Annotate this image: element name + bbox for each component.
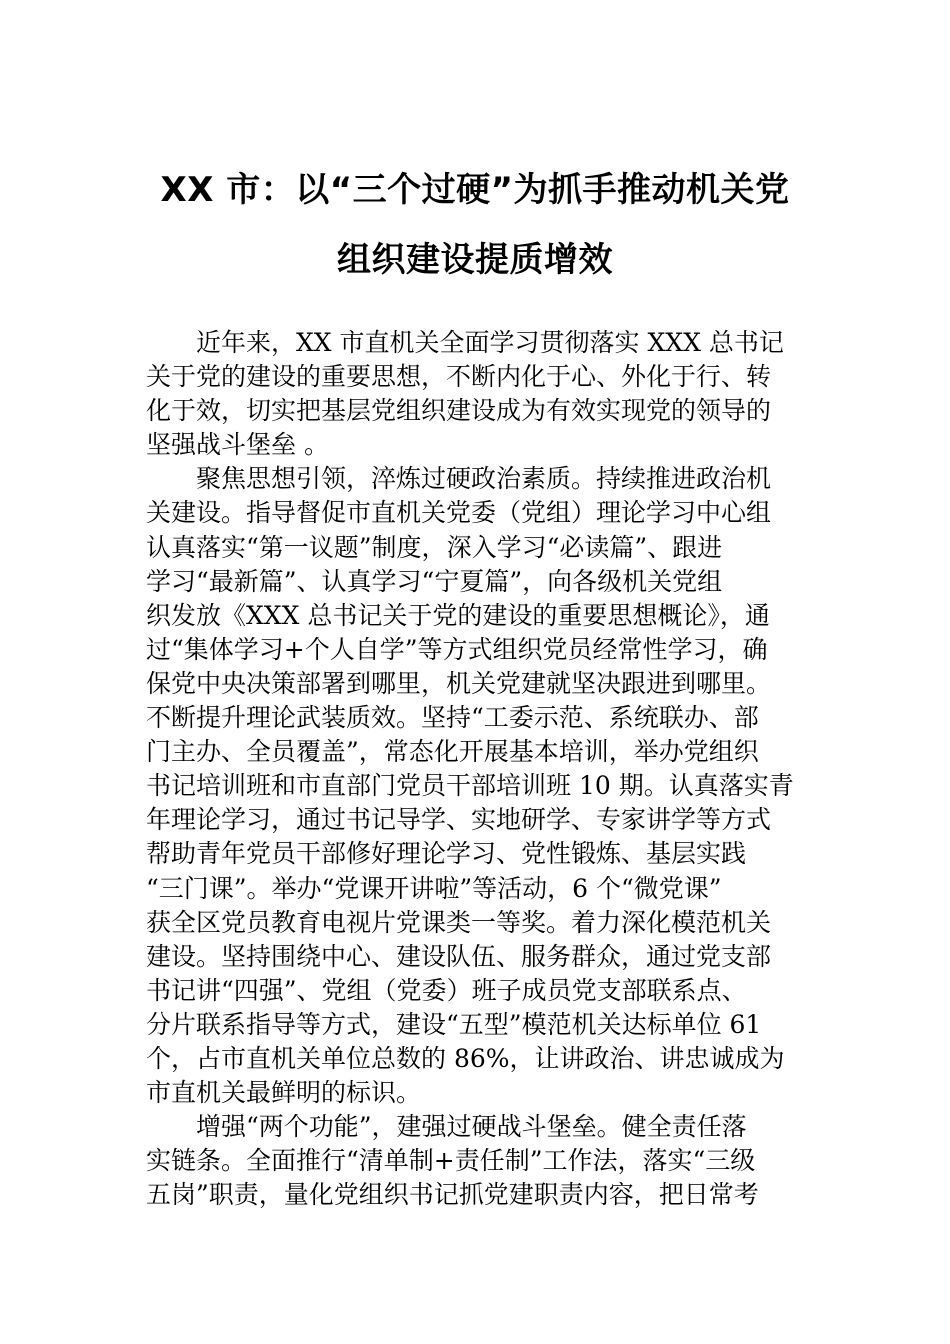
body-line: 增强“两个功能”，建强过硬战斗堡垒。健全责任落 xyxy=(146,1112,747,1142)
body-line: 获全区党员教育电视片党课类一等奖。着力深化模范机关 xyxy=(146,907,772,937)
body-line: 实链条。全面推行“清单制+责任制”工作法，落实“三级 xyxy=(146,1146,756,1176)
body-line: “三门课”。举办“党课开讲啦”等活动，6 个“微党课” xyxy=(146,873,722,903)
body-line: 化于效，切实把基层党组织建设成为有效实现党的领导的 xyxy=(146,396,772,426)
body-line: 帮助青年党员干部修好理论学习、党性锻炼、基层实践 xyxy=(146,839,747,869)
body-line: 近年来，XX 市直机关全面学习贯彻落实 XXX 总书记 xyxy=(146,328,784,357)
body-line: 过“集体学习+个人自学”等方式组织党员经常性学习，确 xyxy=(146,634,768,664)
document-title-line-2: 组织建设提质增效 xyxy=(337,240,613,280)
body-line: 保党中央决策部署到哪里，机关党建就坚决跟进到哪里。 xyxy=(146,668,772,698)
body-line: 坚强战斗堡垒 。 xyxy=(146,430,329,460)
body-line: 织发放《XXX 总书记关于党的建设的重要思想概论》，通 xyxy=(146,600,770,630)
body-line: 不断提升理论武装质效。坚持“工委示范、系统联办、部 xyxy=(146,703,759,733)
body-line: 门主办、全员覆盖”，常态化开展基本培训，举办党组织 xyxy=(146,737,759,767)
body-line: 年理论学习，通过书记导学、实地研学、专家讲学等方式 xyxy=(146,805,772,835)
body-line: 建设。坚持围绕中心、建设队伍、服务群众，通过党支部 xyxy=(146,941,772,971)
body-line: 市直机关最鲜明的标识。 xyxy=(146,1078,422,1108)
body-line: 聚焦思想引领，淬炼过硬政治素质。持续推进政治机 xyxy=(146,464,772,494)
body-line: 认真落实“第一议题”制度，深入学习“必读篇”、跟进 xyxy=(146,532,723,562)
body-line: 学习“最新篇”、认真学习“宁夏篇”，向各级机关党组 xyxy=(146,566,723,596)
body-line: 关于党的建设的重要思想，不断内化于心、外化于行、转 xyxy=(146,362,772,392)
document-body xyxy=(146,326,816,1212)
body-line: 个，占市直机关单位总数的 86%，让讲政治、讲忠诚成为 xyxy=(146,1043,785,1073)
body-line: 关建设。指导督促市直机关党委（党组）理论学习中心组 xyxy=(146,498,772,528)
body-line: 书记讲“四强”、党组（党委）班子成员党支部联系点、 xyxy=(146,975,747,1005)
body-line: 书记培训班和市直部门党员干部培训班 10 期。认真落实青 xyxy=(146,771,794,801)
body-line: 五岗”职责，量化党组织书记抓党建职责内容，把日常考 xyxy=(146,1180,759,1210)
document-title-line-1: XX 市：以“三个过硬”为抓手推动机关党 xyxy=(160,170,790,210)
body-line: 分片联系指导等方式，建设“五型”模范机关达标单位 61 xyxy=(146,1009,762,1039)
